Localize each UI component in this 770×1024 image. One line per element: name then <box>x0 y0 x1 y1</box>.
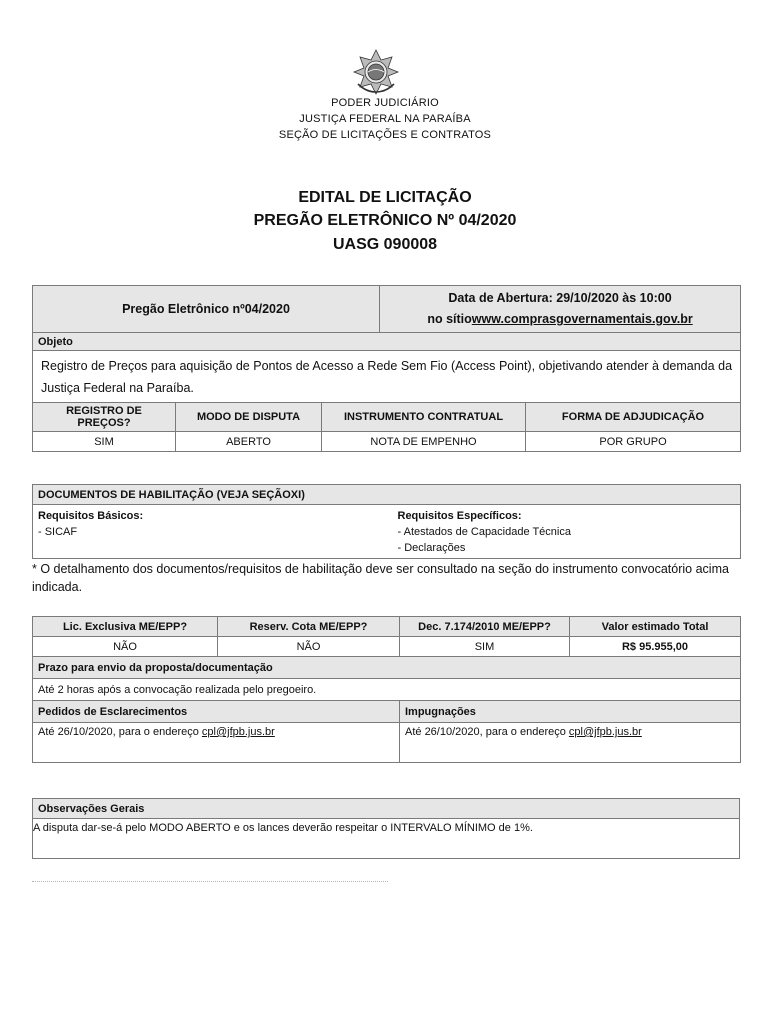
value-valor-estimado: R$ 95.955,00 <box>570 637 741 657</box>
header-secao-licitacoes: SEÇÃO DE LICITAÇÕES E CONTRATOS <box>278 129 492 141</box>
value-forma-adjudicacao: POR GRUPO <box>526 432 741 452</box>
objeto-text: Registro de Preços para aquisição de Pontos de Acesso a Rede Sem Fio (Access Point), objetivando atender à demanda da Justiça Federal na Paraíba. <box>33 351 741 403</box>
impugnacoes-text: Até 26/10/2020, para o endereço <box>405 726 569 738</box>
impugnacoes-email-link[interactable]: cpl@jfpb.jus.br <box>568 726 642 738</box>
header-lic-exclusiva: Lic. Exclusiva ME/EPP? <box>33 617 218 637</box>
pregao-number: Pregão Eletrônico nº04/2020 <box>33 286 380 333</box>
coat-of-arms-seal <box>352 48 400 96</box>
value-instrumento: NOTA DE EMPENHO <box>322 432 526 452</box>
basicos-label: Requisitos Básicos: <box>38 510 144 522</box>
header-instrumento: INSTRUMENTO CONTRATUAL <box>322 403 526 432</box>
habilitacao-table <box>32 484 741 559</box>
value-decreto: SIM <box>400 637 570 657</box>
impugnacoes-cell <box>400 723 741 763</box>
habilitacao-title: DOCUMENTOS DE HABILITAÇÃO (VEJA SEÇÃOXI) <box>33 485 741 505</box>
especificos-item: - Declarações <box>397 542 466 554</box>
observacoes-table <box>32 798 740 859</box>
value-modo-disputa: ABERTO <box>176 432 322 452</box>
esclarecimentos-cell <box>33 723 400 763</box>
sitio-prefix: no sítio <box>427 312 472 326</box>
header-valor-estimado: Valor estimado Total <box>570 617 741 637</box>
impugnacoes-label: Impugnações <box>400 701 741 723</box>
observacoes-label: Observações Gerais <box>33 799 740 819</box>
header-justica-federal: JUSTIÇA FEDERAL NA PARAÍBA <box>299 113 471 125</box>
abertura-date: Data de Abertura: 29/10/2020 às 10:00 <box>448 291 672 305</box>
header-decreto: Dec. 7.174/2010 ME/EPP? <box>400 617 570 637</box>
header-registro-precos: REGISTRO DE PREÇOS? <box>33 403 176 432</box>
title-edital: EDITAL DE LICITAÇÃO <box>298 189 472 206</box>
details-table <box>32 616 741 763</box>
title-uasg: UASG 090008 <box>332 236 438 253</box>
prazo-text: Até 2 horas após a convocação realizada pelo pregoeiro. <box>33 679 741 701</box>
header-poder-judiciario: PODER JUDICIÁRIO <box>331 97 439 109</box>
esclarecimentos-label: Pedidos de Esclarecimentos <box>33 701 400 723</box>
header-modo-disputa: MODO DE DISPUTA <box>176 403 322 432</box>
header-forma-adjudicacao: FORMA DE ADJUDICAÇÃO <box>526 403 741 432</box>
value-registro-precos: SIM <box>33 432 176 452</box>
value-lic-exclusiva: NÃO <box>33 637 218 657</box>
habilitacao-note: * O detalhamento dos documentos/requisitos de habilitação deve ser consultado na seção do instrumento convocatório acima indicada. <box>32 562 729 594</box>
footer-divider <box>32 881 388 882</box>
basicos-item: - SICAF <box>38 526 78 538</box>
requisitos-basicos <box>33 505 393 559</box>
especificos-label: Requisitos Específicos: <box>397 510 522 522</box>
esclarecimentos-email-link[interactable]: cpl@jfpb.jus.br <box>201 726 275 738</box>
requisitos-especificos <box>393 505 741 559</box>
abertura-cell <box>380 286 741 333</box>
value-reserv-cota: NÃO <box>218 637 400 657</box>
observacoes-text: A disputa dar-se-á pelo MODO ABERTO e os lances deverão respeitar o INTERVALO MÍNIMO de 1%. <box>33 819 740 859</box>
summary-table <box>32 285 741 452</box>
compras-link[interactable]: www.comprasgovernamentais.gov.br <box>471 312 693 326</box>
prazo-label: Prazo para envio da proposta/documentação <box>33 657 741 679</box>
header-reserv-cota: Reserv. Cota ME/EPP? <box>218 617 400 637</box>
title-pregao: PREGÃO ELETRÔNICO Nº 04/2020 <box>253 212 517 229</box>
objeto-label: Objeto <box>33 333 741 351</box>
sitio-line <box>385 309 735 330</box>
esclarecimentos-text: Até 26/10/2020, para o endereço <box>38 726 202 738</box>
especificos-item: - Atestados de Capacidade Técnica <box>397 526 571 538</box>
